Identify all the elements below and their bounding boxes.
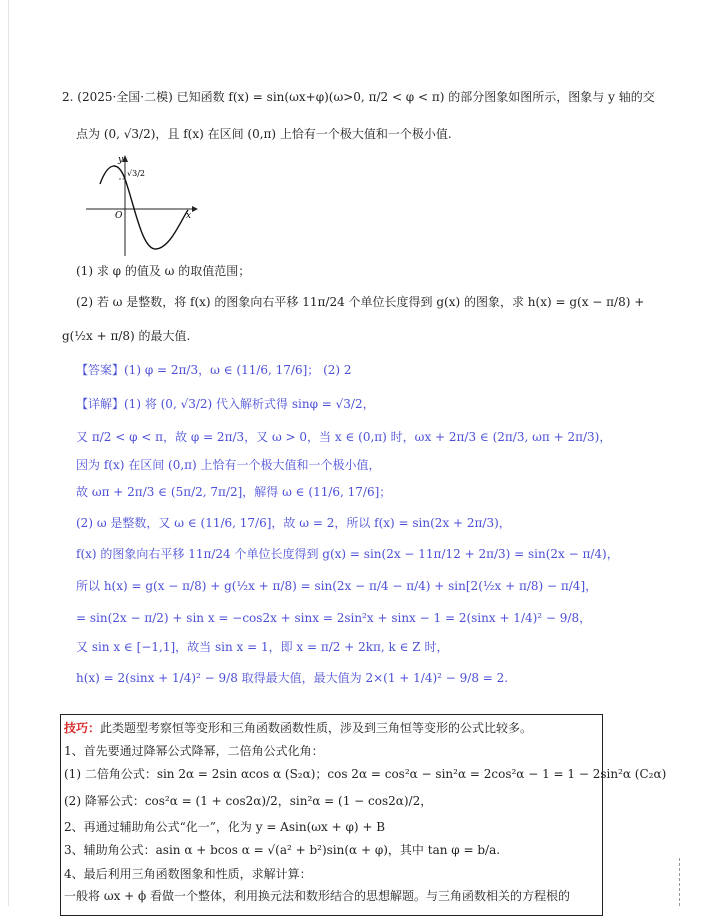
- margin-dashed-rule: [679, 858, 680, 906]
- x-axis-label: x: [186, 211, 192, 221]
- problem-line-2: 点为 (0, √3/2)，且 f(x) 在区间 (0,π) 上恰有一个极大值和一个极小值.: [76, 127, 452, 141]
- origin-label: O: [115, 211, 123, 221]
- tips-line: 1、首先要通过降幂公式降幂，二倍角公式化角：: [64, 744, 324, 758]
- solution-line: 【详解】(1) 将 (0, √3/2) 代入解析式得 sinφ = √3/2，: [76, 397, 375, 411]
- question-2-line-2: g(½x + π/8) 的最大值.: [62, 329, 191, 343]
- tips-line: (1) 二倍角公式：sin 2α = 2sin αcos α (S₂α)；cos 2α = cos²α − sin²α = 2cos²α − 1 = 1 − 2sin²α (C₂α): [64, 767, 667, 781]
- tips-line: (2) 降幂公式：cos²α = (1 + cos2α)/2，sin²α = (1 − cos2α)/2，: [64, 794, 433, 808]
- solution-line: h(x) = 2(sinx + 1/4)² − 9/8 取得最大值，最大值为 2×(1 + 1/4)² − 9/8 = 2.: [76, 671, 509, 685]
- solution-line: (2) ω 是整数，又 ω ∈ (11/6, 17/6]，故 ω = 2，所以 f(x) = sin(2x + 2π/3)，: [76, 516, 511, 530]
- x-axis-arrow: [192, 206, 198, 212]
- solution-line: 又 sin x ∈ [−1,1]，故当 sin x = 1，即 x = π/2 + 2kπ, k ∈ Z 时，: [76, 640, 449, 654]
- tips-line: 4、最后利用三角函数图象和性质，求解计算：: [64, 867, 312, 881]
- solution-line: f(x) 的图象向右平移 11π/24 个单位长度得到 g(x) = sin(2x − 11π/12 + 2π/3) = sin(2x − π/4)，: [76, 547, 619, 561]
- sine-curve: [100, 166, 188, 249]
- solution-line: = sin(2x − π/2) + sin x = −cos2x + sinx = 2sin²x + sinx − 1 = 2(sinx + 1/4)² − 9/8，: [76, 611, 592, 625]
- intercept-label: √3/2: [127, 169, 145, 178]
- tips-intro: 此类题型考察恒等变形和三角函数函数性质，涉及到三角恒等变形的公式比较多。: [100, 721, 533, 735]
- tips-heading: [64, 719, 532, 737]
- question-1: (1) 求 φ 的值及 ω 的取值范围；: [76, 264, 251, 278]
- tips-line: 3、辅助角公式：asin α + bcos α = √(a² + b²)sin(α + φ)，其中 tan φ = b/a.: [64, 843, 501, 857]
- tips-line: 一般将 ωx + ϕ 看做一个整体，利用换元法和数形结合的思想解题。与三角函数相关的方程根的: [64, 889, 571, 903]
- y-axis-label: y: [118, 155, 124, 165]
- solution-line: 故 ωπ + 2π/3 ∈ (5π/2, 7π/2]，解得 ω ∈ (11/6, 17/6]；: [76, 485, 392, 499]
- solution-line: 因为 f(x) 在区间 (0,π) 上恰有一个极大值和一个极小值，: [76, 458, 381, 472]
- solution-line: 又 π/2 < φ < π，故 φ = 2π/3，又 ω > 0，当 x ∈ (0,π) 时，ωx + 2π/3 ∈ (2π/3, ωπ + 2π/3)，: [76, 430, 612, 444]
- function-graph: [80, 152, 200, 262]
- solution-line: 所以 h(x) = g(x − π/8) + g(½x + π/8) = sin(2x − π/4 − π/4) + sin[2(½x + π/8) − π/4]，: [76, 579, 598, 593]
- tips-title: 技巧：: [64, 721, 101, 735]
- page-left-rule: [8, 0, 9, 906]
- question-2-line-1: (2) 若 ω 是整数，将 f(x) 的图象向右平移 11π/24 个单位长度得到 g(x) 的图象，求 h(x) = g(x − π/8) +: [76, 295, 645, 309]
- problem-line-1: 2. (2025·全国·二模) 已知函数 f(x) = sin(ωx+φ)(ω>0, π/2 < φ < π) 的部分图象如图所示，图象与 y 轴的交: [62, 90, 655, 104]
- answer-line: 【答案】(1) φ = 2π/3，ω ∈ (11/6, 17/6]； (2) 2: [76, 363, 352, 377]
- tips-line: 2、再通过辅助角公式“化一”，化为 y = Asin(ωx + φ) + B: [64, 820, 386, 834]
